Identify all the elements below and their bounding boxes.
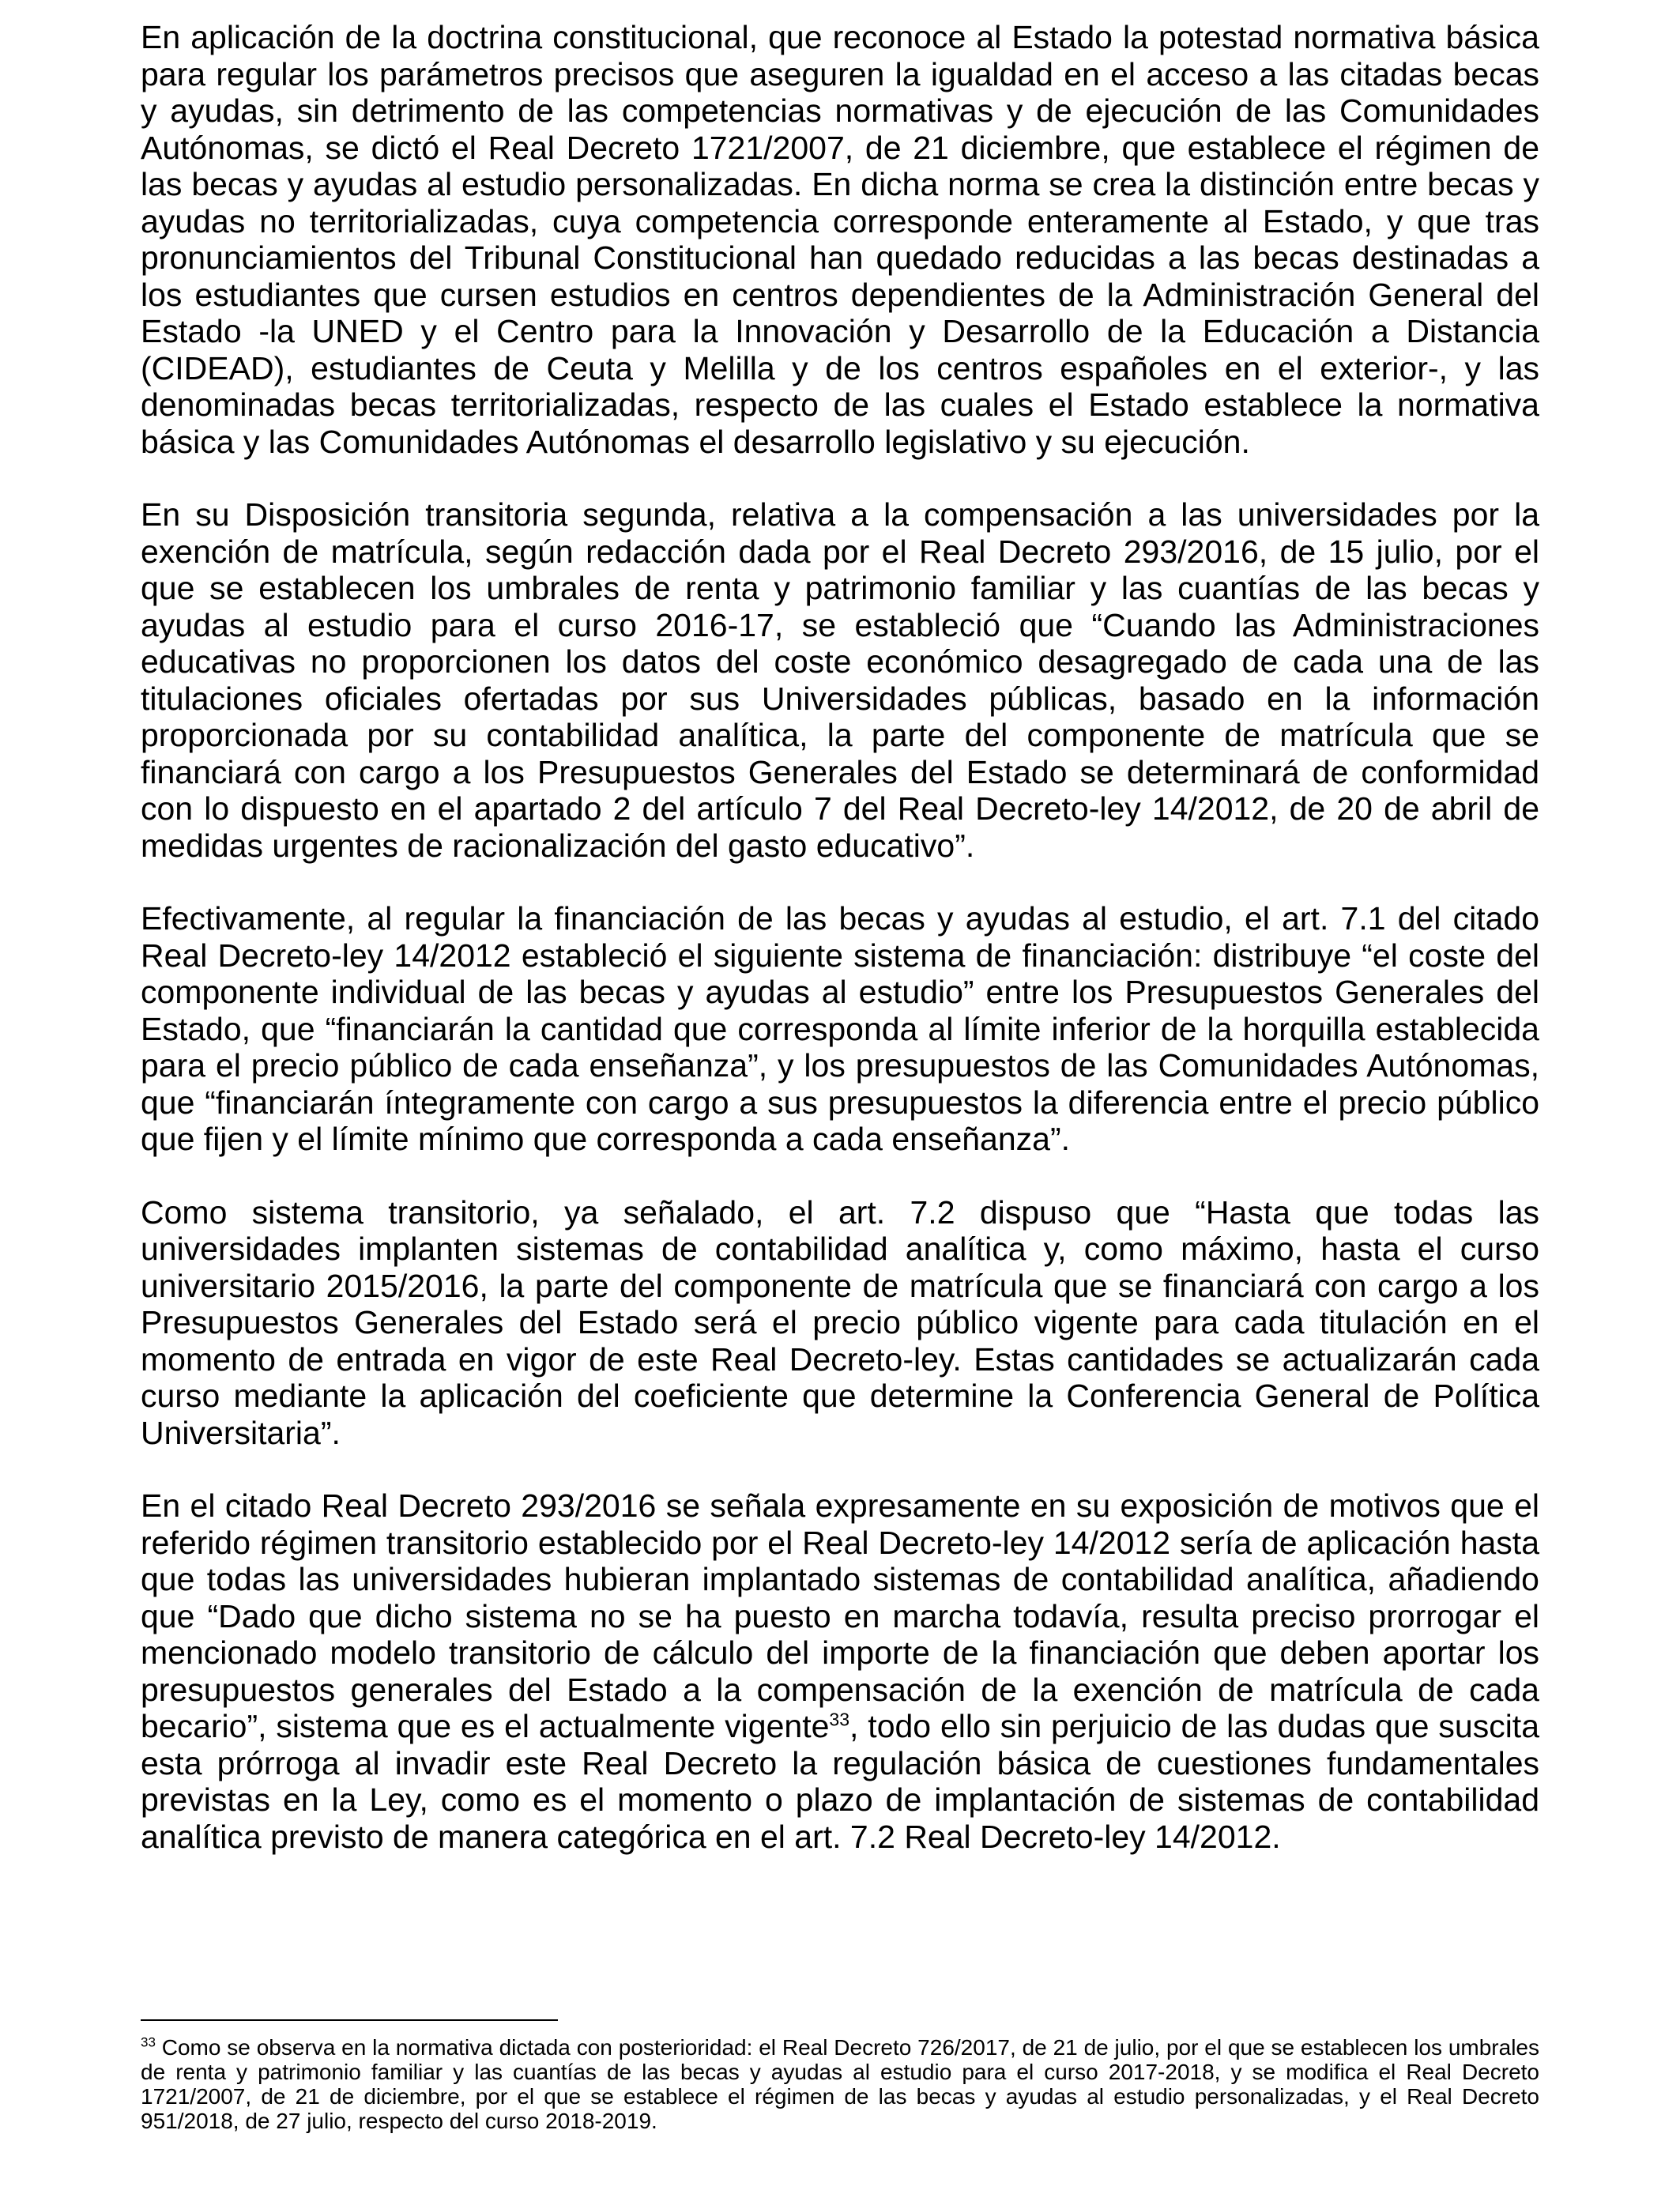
- footnote-reference[interactable]: 33: [829, 1709, 849, 1730]
- footnote-separator: [141, 2019, 558, 2021]
- paragraph-2: En su Disposición transitoria segunda, relativa a la compensación a las universidades por la exención de matrícula, según redacción dada por el Real Decreto 293/2016, de 15 julio, por el que se establecen los umbrales de renta y patrimonio familiar y las cuantías de las becas y ayudas al estudio para el curso 2016-17, se estableció que “Cuando las Administraciones educativas no proporcionen los datos del coste económico desagregado de cada una de las titulaciones oficiales ofertadas por sus Universidades públicas, basado en la información proporcionada por su contabilidad analítica, la parte del componente de matrícula que se financiará con cargo a los Presupuestos Generales del Estado se determinará de conformidad con lo dispuesto en el apartado 2 del artículo 7 del Real Decreto-ley 14/2012, de 20 de abril de medidas urgentes de racionalización del gasto educativo”.: [141, 496, 1539, 864]
- footnote-text: Como se observa en la normativa dictada con posterioridad: el Real Decreto 726/2017, de 21 de julio, por el que se establecen los umbrales de renta y patrimonio familiar y las cuantías de las becas y ayudas al estudio para el curso 2017-2018, y se modifica el Real Decreto 1721/2007, de 21 de diciembre, por el que se establece el régimen de las becas y ayudas al estudio personalizadas, y el Real Decreto 951/2018, de 27 julio, respecto del curso 2018-2019.: [141, 2035, 1539, 2133]
- paragraph-5-text-before-ref: En el citado Real Decreto 293/2016 se señala expresamente en su exposición de motivos que el referido régimen transitorio establecido por el Real Decreto-ley 14/2012 sería de aplicación hasta que todas las universidades hubieran implantado sistemas de contabilidad analítica, añadiendo que “Dado que dicho sistema no se ha puesto en marcha todavía, resulta preciso prorrogar el mencionado modelo transitorio de cálculo del importe de la financiación que deben aportar los presupuestos generales del Estado a la compensación de la exención de matrícula de cada becario”, sistema que es el actualmente vigente: [141, 1487, 1539, 1744]
- paragraph-1: En aplicación de la doctrina constitucional, que reconoce al Estado la potestad normativa básica para regular los parámetros precisos que aseguren la igualdad en el acceso a las citadas becas y ayudas, sin detrimento de las competencias normativas y de ejecución de las Comunidades Autónomas, se dictó el Real Decreto 1721/2007, de 21 diciembre, que establece el régimen de las becas y ayudas al estudio personalizadas. En dicha norma se crea la distinción entre becas y ayudas no territorializadas, cuya competencia corresponde enteramente al Estado, y que tras pronunciamientos del Tribunal Constitucional han quedado reducidas a las becas destinadas a los estudiantes que cursen estudios en centros dependientes de la Administración General del Estado -la UNED y el Centro para la Innovación y Desarrollo de la Educación a Distancia (CIDEAD), estudiantes de Ceuta y Melilla y de los centros españoles en el exterior-, y las denominadas becas territorializadas, respecto de las cuales el Estado establece la normativa básica y las Comunidades Autónomas el desarrollo legislativo y su ejecución.: [141, 19, 1539, 460]
- paragraph-4: Como sistema transitorio, ya señalado, el art. 7.2 dispuso que “Hasta que todas las universidades implanten sistemas de contabilidad analítica y, como máximo, hasta el curso universitario 2015/2016, la parte del componente de matrícula que se financiará con cargo a los Presupuestos Generales del Estado será el precio público vigente para cada titulación en el momento de entrada en vigor de este Real Decreto-ley. Estas cantidades se actualizarán cada curso mediante la aplicación del coeficiente que determine la Conferencia General de Política Universitaria”.: [141, 1193, 1539, 1451]
- paragraph-5: [141, 1487, 1539, 1855]
- footnote: [141, 2035, 1539, 2133]
- paragraph-3: Efectivamente, al regular la financiación de las becas y ayudas al estudio, el art. 7.1 del citado Real Decreto-ley 14/2012 estableció el siguiente sistema de financiación: distribuye “el coste del componente individual de las becas y ayudas al estudio” entre los Presupuestos Generales del Estado, que “financiarán la cantidad que corresponda al límite inferior de la horquilla establecida para el precio público de cada enseñanza”, y los presupuestos de las Comunidades Autónomas, que “financiarán íntegramente con cargo a sus presupuestos la diferencia entre el precio público que fijen y el límite mínimo que corresponda a cada enseñanza”.: [141, 900, 1539, 1157]
- document-body: [141, 19, 1539, 1855]
- footnote-number: 33: [141, 2034, 156, 2050]
- paragraph-5-text-after-ref: , todo ello sin perjuicio de las dudas que suscita esta prórroga al invadir este Real Decreto la regulación básica de cuestiones fundamentales previstas en la Ley, como es el momento o plazo de implantación de sistemas de contabilidad analítica previsto de manera categórica en el art. 7.2 Real Decreto-ley 14/2012.: [141, 1708, 1539, 1855]
